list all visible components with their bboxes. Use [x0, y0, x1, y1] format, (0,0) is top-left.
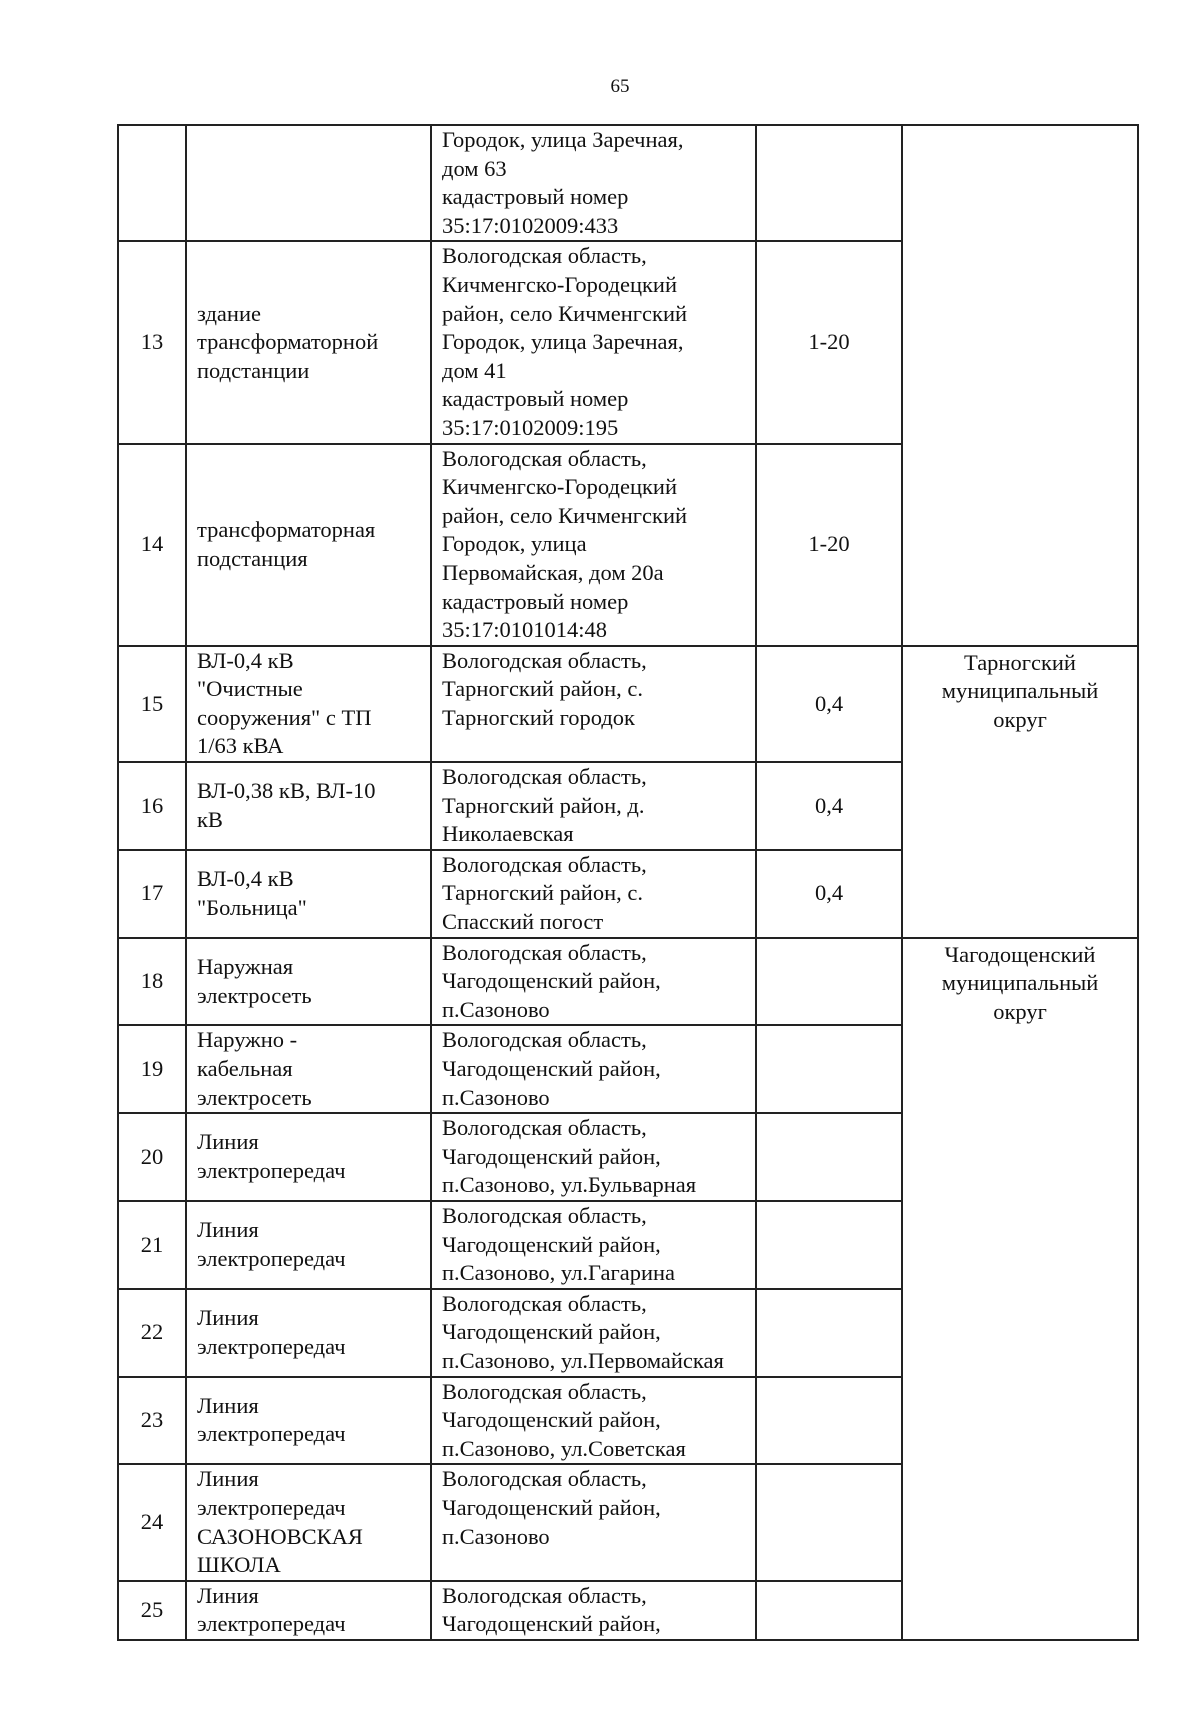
object-name: [186, 125, 431, 241]
object-name: трансформаторная подстанция: [186, 444, 431, 646]
object-value: [756, 125, 902, 241]
object-name: ВЛ-0,4 кВ "Больница": [186, 850, 431, 938]
object-address: Вологодская область, Кичменгско-Городецкий район, село Кичменгский Городок, улица Заречная, дом 41 кадастровый номер 35:17:0102009:195: [431, 241, 756, 443]
row-number: 22: [118, 1289, 186, 1377]
object-value: [756, 1464, 902, 1580]
row-number: 13: [118, 241, 186, 443]
row-number: 20: [118, 1113, 186, 1201]
object-value: [756, 1377, 902, 1465]
row-number: 14: [118, 444, 186, 646]
object-address: Вологодская область, Тарногский район, с. Тарногский городок: [431, 646, 756, 762]
object-name: Наружная электросеть: [186, 938, 431, 1026]
district-cell: [902, 125, 1138, 646]
row-number: 19: [118, 1025, 186, 1113]
row-number: 23: [118, 1377, 186, 1465]
district-cell: Чагодощенский муниципальный округ: [902, 938, 1138, 1640]
object-address: Вологодская область, Чагодощенский район, п.Сазоново, ул.Гагарина: [431, 1201, 756, 1289]
district-cell: Тарногский муниципальный округ: [902, 646, 1138, 938]
row-number: 15: [118, 646, 186, 762]
object-name: Линия электропередач САЗОНОВСКАЯ ШКОЛА: [186, 1464, 431, 1580]
object-name: Линия электропередач: [186, 1289, 431, 1377]
object-address: Вологодская область, Чагодощенский район, п.Сазоново, ул.Бульварная: [431, 1113, 756, 1201]
row-number: 18: [118, 938, 186, 1026]
row-number: 25: [118, 1581, 186, 1640]
object-value: 1-20: [756, 241, 902, 443]
register-table: [117, 124, 1139, 1641]
page-number: 65: [610, 76, 630, 97]
object-address: Вологодская область, Чагодощенский район, п.Сазоново: [431, 1025, 756, 1113]
object-address: Вологодская область, Тарногский район, с. Спасский погост: [431, 850, 756, 938]
object-value: 0,4: [756, 646, 902, 762]
object-value: 0,4: [756, 850, 902, 938]
row-number: 16: [118, 762, 186, 850]
object-value: [756, 1581, 902, 1640]
row-number: [118, 125, 186, 241]
object-value: [756, 1113, 902, 1201]
object-address: Городок, улица Заречная, дом 63 кадастровый номер 35:17:0102009:433: [431, 125, 756, 241]
object-value: [756, 1201, 902, 1289]
object-name: Линия электропередач: [186, 1581, 431, 1640]
object-name: ВЛ-0,4 кВ "Очистные сооружения" с ТП 1/63 кВА: [186, 646, 431, 762]
table-row: [118, 125, 1138, 241]
object-value: 0,4: [756, 762, 902, 850]
object-address: Вологодская область, Чагодощенский район,: [431, 1581, 756, 1640]
object-address: Вологодская область, Чагодощенский район, п.Сазоново: [431, 1464, 756, 1580]
row-number: 21: [118, 1201, 186, 1289]
row-number: 17: [118, 850, 186, 938]
object-address: Вологодская область, Чагодощенский район, п.Сазоново, ул.Первомайская: [431, 1289, 756, 1377]
table-row: [118, 938, 1138, 1026]
table-row: [118, 646, 1138, 762]
object-name: Наружно - кабельная электросеть: [186, 1025, 431, 1113]
object-name: здание трансформаторной подстанции: [186, 241, 431, 443]
object-address: Вологодская область, Чагодощенский район, п.Сазоново: [431, 938, 756, 1026]
object-name: ВЛ-0,38 кВ, ВЛ-10 кВ: [186, 762, 431, 850]
object-name: Линия электропередач: [186, 1201, 431, 1289]
object-value: [756, 1025, 902, 1113]
object-address: Вологодская область, Чагодощенский район, п.Сазоново, ул.Советская: [431, 1377, 756, 1465]
object-name: Линия электропередач: [186, 1113, 431, 1201]
object-address: Вологодская область, Тарногский район, д. Николаевская: [431, 762, 756, 850]
object-address: Вологодская область, Кичменгско-Городецкий район, село Кичменгский Городок, улица Первомайская, дом 20а кадастровый номер 35:17:0101014:48: [431, 444, 756, 646]
object-name: Линия электропередач: [186, 1377, 431, 1465]
object-value: 1-20: [756, 444, 902, 646]
object-value: [756, 1289, 902, 1377]
object-value: [756, 938, 902, 1026]
row-number: 24: [118, 1464, 186, 1580]
